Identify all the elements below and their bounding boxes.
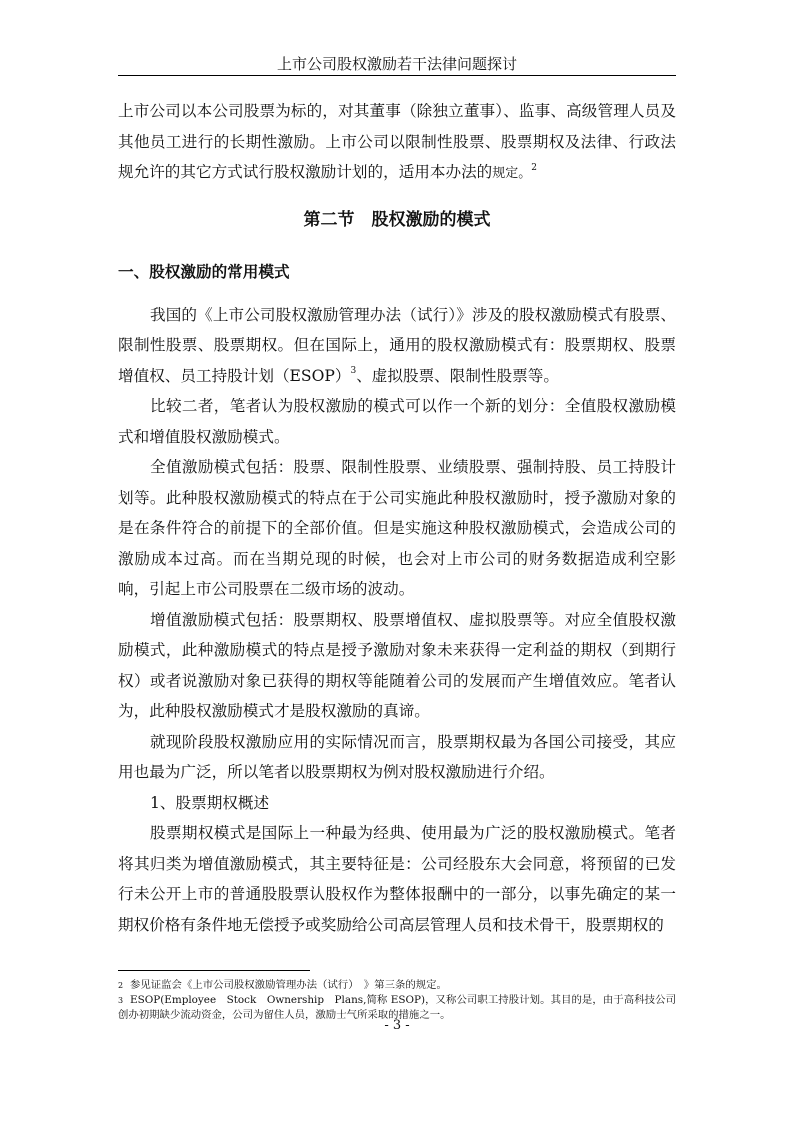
footnote-text: ESOP(Employee Stock Ownership Plans,简称 ESOP)，又称公司职工持股计划。其目的是，由于高科技公司创办初期缺少流动资金，公司为留住人员，激励士气所采取的措施之一。	[118, 994, 676, 1021]
intro-text: 上市公司以本公司股票为标的，对其董事（除独立董事）、监事、高级管理人员及其他员工进行的长期性激励。上市公司以限制性股票、股票期权及法律、行政法规允许的其它方式试行股权激励计划的，适用本办法的	[118, 102, 676, 181]
footnote-text: 参见证监会《上市公司股权激励管理办法（试行） 》第三条的规定。	[130, 979, 447, 991]
paragraph-1-text-a: 我国的《上市公司股权激励管理办法（试行）》涉及的股权激励模式有股票、限制性股票、股票期权。但在国际上，通用的股权激励模式有：股票期权、股票增值权、员工持股计划（ESOP）	[118, 305, 676, 385]
subheading: 一、股权激励的常用模式	[118, 262, 290, 281]
paragraph-1	[118, 300, 676, 392]
footnote-number: 3	[118, 996, 124, 1005]
section-title: 第二节 股权激励的模式	[303, 209, 491, 230]
footnote-ref-3[interactable]: 3	[350, 366, 357, 377]
intro-tail: 规定。	[492, 166, 532, 181]
paragraph-6-heading: 1、股票期权概述	[150, 793, 270, 812]
running-header: 上市公司股权激励若干法律问题探讨	[276, 55, 517, 73]
paragraph-5: 就现阶段股权激励应用的实际情况而言，股票期权最为各国公司接受，其应用也最为广泛，所以笔者以股票期权为例对股权激励进行介绍。	[118, 732, 676, 781]
paragraph-4: 增值激励模式包括：股票期权、股票增值权、虚拟股票等。对应全值股权激励模式，此种激励模式的特点是授予激励对象未来获得一定利益的期权（到期行权）或者说激励对象已获得的期权等能随着公司的发展而产生增值效应。笔者认为，此种股权激励模式才是股权激励的真谛。	[118, 610, 676, 720]
footnote-rule	[118, 970, 310, 971]
paragraph-1-text-b: 、虚拟股票、限制性股票等。	[356, 366, 559, 385]
page-body	[118, 96, 676, 940]
paragraph-7: 股票期权模式是国际上一种最为经典、使用最为广泛的股权激励模式。笔者将其归类为增值激励模式，其主要特征是：公司经股东大会同意，将预留的已发行未公开上市的普通股股票认股权作为整体报酬中的一部分，以事先确定的某一期权价格有条件地无偿授予或奖励给公司高层管理人员和技术骨干，股票期权的	[118, 824, 676, 934]
header-rule	[118, 75, 676, 76]
paragraph-3: 全值激励模式包括：股票、限制性股票、业绩股票、强制持股、员工持股计划等。此种股权激励模式的特点在于公司实施此种股权激励时，授予激励对象的是在条件符合的前提下的全部价值。但是实施这种股权激励模式，会造成公司的激励成本过高。而在当期兑现的时候，也会对上市公司的财务数据造成利空影响，引起上市公司股票在二级市场的波动。	[118, 458, 676, 598]
footnote-2	[118, 978, 676, 993]
footnote-number: 2	[118, 981, 124, 990]
paragraph-2: 比较二者，笔者认为股权激励的模式可以作一个新的划分：全值股权激励模式和增值股权激励模式。	[118, 397, 676, 446]
footnotes	[118, 978, 676, 1023]
page-number: - 3 -	[384, 1018, 410, 1033]
footnote-ref-2[interactable]: 2	[531, 162, 538, 173]
intro-paragraph	[118, 96, 676, 190]
